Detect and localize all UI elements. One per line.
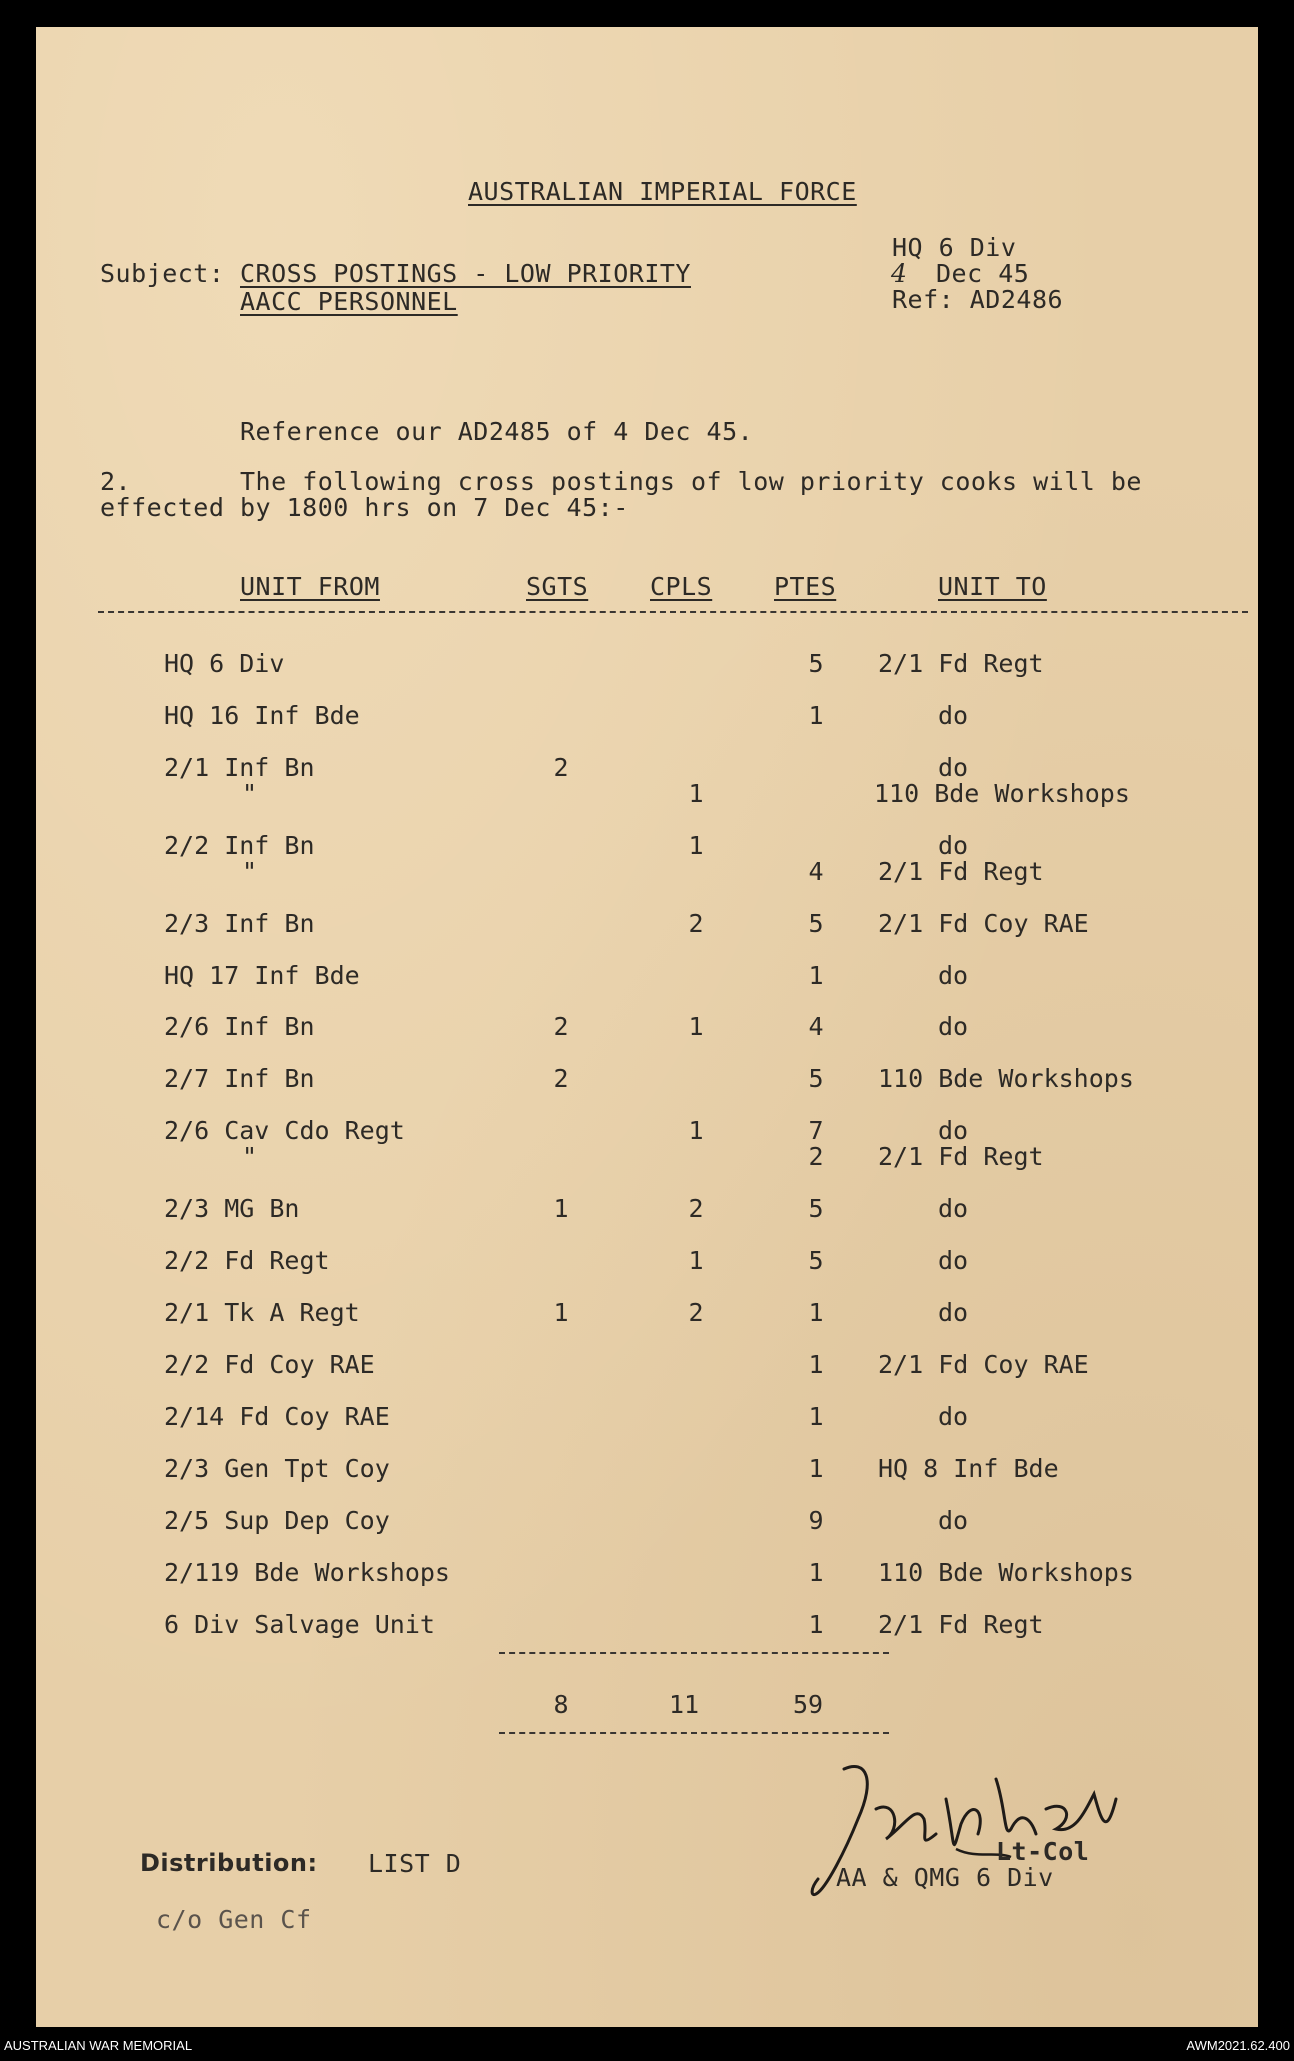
cell-unit-from: 2/3 MG Bn bbox=[164, 1194, 300, 1223]
cell-sgts: 2 bbox=[553, 1012, 569, 1041]
cell-unit-to: 2/1 Fd Regt bbox=[878, 857, 1044, 886]
cell-unit-to: do bbox=[938, 1194, 969, 1223]
footer-credit: AUSTRALIAN WAR MEMORIAL bbox=[4, 2038, 193, 2053]
totals-top-rule bbox=[499, 1652, 889, 1654]
sender-unit: HQ 6 Div bbox=[892, 233, 1017, 262]
header-sgts: SGTS bbox=[526, 572, 589, 601]
signatory-appointment: AA & QMG 6 Div bbox=[836, 1863, 1054, 1892]
table-row bbox=[36, 649, 1258, 679]
cell-ptes: 1 bbox=[808, 961, 824, 990]
cell-ptes: 1 bbox=[808, 1298, 824, 1327]
cell-cpls: 1 bbox=[688, 831, 704, 860]
cell-sgts: 1 bbox=[553, 1194, 569, 1223]
table-row bbox=[36, 1454, 1258, 1484]
subject-line-1: CROSS POSTINGS - LOW PRIORITY bbox=[240, 259, 691, 288]
header-ptes: PTES bbox=[774, 572, 837, 601]
cell-unit-from: 2/119 Bde Workshops bbox=[164, 1558, 450, 1587]
cell-ptes: 5 bbox=[808, 649, 824, 678]
cell-unit-from: 6 Div Salvage Unit bbox=[164, 1610, 435, 1639]
totals-bottom-rule bbox=[499, 1732, 889, 1734]
cell-unit-to: 2/1 Fd Regt bbox=[878, 1610, 1044, 1639]
table-row bbox=[36, 909, 1258, 939]
table-row bbox=[36, 1012, 1258, 1042]
table-row bbox=[36, 1194, 1258, 1224]
cell-cpls: 1 bbox=[688, 779, 704, 808]
header-unit-from: UNIT FROM bbox=[240, 572, 380, 601]
subject-line-2: AACC PERSONNEL bbox=[240, 287, 458, 316]
paragraph-2-line-2: effected by 1800 hrs on 7 Dec 45:- bbox=[100, 493, 629, 522]
cell-unit-to: 2/1 Fd Coy RAE bbox=[878, 909, 1089, 938]
table-row bbox=[36, 1142, 1258, 1172]
cell-unit-from: 2/3 Inf Bn bbox=[164, 909, 315, 938]
totals-row bbox=[36, 1690, 1258, 1720]
cell-ptes: 1 bbox=[808, 1402, 824, 1431]
total-sgts: 8 bbox=[553, 1690, 569, 1719]
cell-unit-from: 2/6 Cav Cdo Regt bbox=[164, 1116, 405, 1145]
cell-ptes: 5 bbox=[808, 1246, 824, 1275]
cell-unit-to: 110 Bde Workshops bbox=[878, 1558, 1134, 1587]
cell-ptes: 9 bbox=[808, 1506, 824, 1535]
cell-unit-to: HQ 8 Inf Bde bbox=[878, 1454, 1059, 1483]
cell-sgts: 2 bbox=[553, 1064, 569, 1093]
cell-unit-from: 2/6 Inf Bn bbox=[164, 1012, 315, 1041]
table-row bbox=[36, 1402, 1258, 1432]
cell-ptes: 1 bbox=[808, 1610, 824, 1639]
cell-unit-to: do bbox=[938, 753, 969, 782]
cell-unit-from: 2/2 Fd Coy RAE bbox=[164, 1350, 375, 1379]
cell-sgts: 2 bbox=[553, 753, 569, 782]
handwritten-signature bbox=[806, 1739, 1166, 1919]
total-ptes: 59 bbox=[792, 1690, 824, 1719]
cell-ptes: 1 bbox=[808, 701, 824, 730]
sender-date-mark: 4 bbox=[891, 259, 908, 288]
cell-unit-to: do bbox=[938, 1116, 969, 1145]
cell-sgts: 1 bbox=[553, 1298, 569, 1327]
table-row bbox=[36, 1610, 1258, 1640]
table-row bbox=[36, 1298, 1258, 1328]
cell-unit-from: 2/7 Inf Bn bbox=[164, 1064, 315, 1093]
cell-unit-from: " bbox=[242, 779, 258, 808]
cell-cpls: 1 bbox=[688, 1246, 704, 1275]
cell-unit-from: " bbox=[242, 1142, 258, 1171]
cell-unit-from: 2/1 Inf Bn bbox=[164, 753, 315, 782]
table-row bbox=[36, 1350, 1258, 1380]
table-row bbox=[36, 1506, 1258, 1536]
cell-unit-from: HQ 16 Inf Bde bbox=[164, 701, 360, 730]
total-cpls: 11 bbox=[668, 1690, 700, 1719]
cell-cpls: 2 bbox=[688, 1194, 704, 1223]
cell-unit-from: 2/1 Tk A Regt bbox=[164, 1298, 360, 1327]
table-row bbox=[36, 961, 1258, 991]
footer-catalogue-number: AWM2021.62.400 bbox=[1186, 2038, 1290, 2053]
cell-ptes: 4 bbox=[808, 1012, 824, 1041]
cell-cpls: 2 bbox=[688, 909, 704, 938]
cell-unit-from: 2/2 Inf Bn bbox=[164, 831, 315, 860]
cell-unit-from: " bbox=[242, 857, 258, 886]
cell-ptes: 4 bbox=[808, 857, 824, 886]
header-unit-to: UNIT TO bbox=[938, 572, 1047, 601]
document-page bbox=[36, 27, 1258, 2027]
cell-ptes: 5 bbox=[808, 1194, 824, 1223]
cell-unit-to: do bbox=[938, 1402, 969, 1431]
paragraph-2-number: 2. bbox=[100, 467, 132, 496]
distribution-label: Distribution: bbox=[140, 1849, 318, 1877]
subject-label: Subject: bbox=[100, 259, 225, 288]
table-row bbox=[36, 1558, 1258, 1588]
cell-ptes: 2 bbox=[808, 1142, 824, 1171]
cell-unit-from: 2/3 Gen Tpt Coy bbox=[164, 1454, 390, 1483]
cell-unit-to: do bbox=[938, 701, 969, 730]
cell-cpls: 1 bbox=[688, 1116, 704, 1145]
cell-ptes: 1 bbox=[808, 1558, 824, 1587]
distribution-value: LIST D bbox=[368, 1849, 462, 1878]
cell-unit-from: 2/14 Fd Coy RAE bbox=[164, 1402, 390, 1431]
paragraph-2-line-1: The following cross postings of low priority cooks will be bbox=[240, 467, 1142, 496]
cell-ptes: 5 bbox=[808, 909, 824, 938]
table-row bbox=[36, 857, 1258, 887]
cell-ptes: 7 bbox=[808, 1116, 824, 1145]
cell-ptes: 1 bbox=[808, 1350, 824, 1379]
cell-cpls: 1 bbox=[688, 1012, 704, 1041]
cell-unit-to: do bbox=[938, 1246, 969, 1275]
cell-unit-from: 2/5 Sup Dep Coy bbox=[164, 1506, 390, 1535]
sender-date: Dec 45 bbox=[936, 259, 1030, 288]
table-row bbox=[36, 1064, 1258, 1094]
reference-number: Ref: AD2486 bbox=[892, 285, 1064, 314]
cell-unit-to: 2/1 Fd Coy RAE bbox=[878, 1350, 1089, 1379]
cell-unit-to: do bbox=[938, 1012, 969, 1041]
cell-unit-from: 2/2 Fd Regt bbox=[164, 1246, 330, 1275]
cell-unit-to: 110 Bde Workshops bbox=[874, 779, 1130, 808]
distribution-copy-line: c/o Gen Cf bbox=[156, 1905, 312, 1934]
paragraph-1: Reference our AD2485 of 4 Dec 45. bbox=[240, 417, 754, 446]
cell-ptes: 1 bbox=[808, 1454, 824, 1483]
cell-unit-to: do bbox=[938, 1506, 969, 1535]
document-heading: AUSTRALIAN IMPERIAL FORCE bbox=[468, 177, 857, 206]
cell-unit-to: 110 Bde Workshops bbox=[878, 1064, 1134, 1093]
table-row bbox=[36, 1246, 1258, 1276]
header-cpls: CPLS bbox=[650, 572, 713, 601]
table-row bbox=[36, 779, 1258, 809]
cell-unit-to: do bbox=[938, 831, 969, 860]
cell-unit-to: do bbox=[938, 1298, 969, 1327]
cell-unit-to: 2/1 Fd Regt bbox=[878, 1142, 1044, 1171]
cell-unit-from: HQ 17 Inf Bde bbox=[164, 961, 360, 990]
cell-ptes: 5 bbox=[808, 1064, 824, 1093]
cell-unit-from: HQ 6 Div bbox=[164, 649, 285, 678]
table-row bbox=[36, 701, 1258, 731]
cell-unit-to: 2/1 Fd Regt bbox=[878, 649, 1044, 678]
cell-unit-to: do bbox=[938, 961, 969, 990]
header-rule bbox=[98, 611, 1248, 613]
cell-cpls: 2 bbox=[688, 1298, 704, 1327]
signatory-rank: Lt-Col bbox=[996, 1837, 1090, 1866]
